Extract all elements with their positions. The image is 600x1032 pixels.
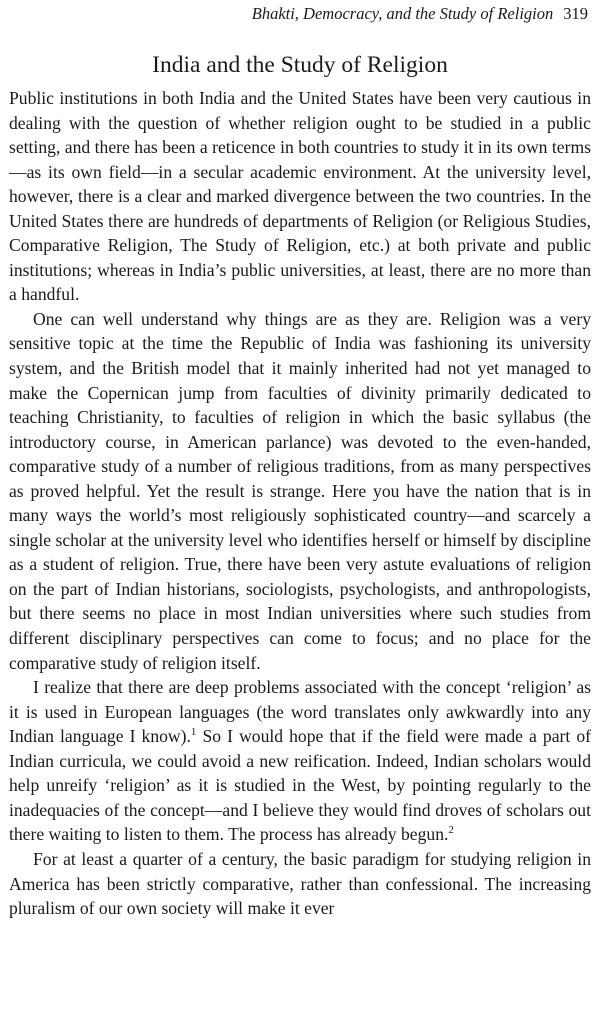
running-head (252, 4, 588, 24)
paragraph-4: For at least a quarter of a century, the basic paradigm for studying religion in America has been strictly comparative, rather than confessional. The increasing pluralism of our own society will make it ever (9, 848, 591, 919)
paragraph-3 (9, 675, 591, 847)
running-head-title: Bhakti, Democracy, and the Study of Religion (251, 4, 554, 23)
paragraph-3-text-b: So I would hope that if the field were made a part of Indian curricula, we could avoid a new reification. Indeed, Indian scholars would help unreify ‘religion’ as it is studied in the West, by pointing regularly to the inadequacies of the concept—and I believe they would find droves of scholars out there waiting to listen to them. The process has already begun. (9, 726, 591, 845)
footnote-ref-2[interactable]: 2 (448, 824, 454, 837)
footnote-ref-1[interactable]: 1 (190, 726, 197, 739)
paragraph-3-text-a: I realize that there are deep problems associated with the concept ‘religion’ as it is used in European languages (the word translates only awkwardly into any Indian language I know). (9, 677, 591, 747)
section-title: India and the Study of Religion (152, 52, 448, 78)
body-text (9, 86, 591, 921)
paragraph-2: One can well understand why things are as they are. Religion was a very sensitive topic at the time the Republic of India was fashioning its university system, and the British model that it mainly inherited had not yet managed to make the Copernican jump from faculties of divinity primarily dedicated to teaching Christianity, to faculties of religion in which the basic syllabus (the introductory course, in American parlance) was devoted to the even-handed, comparative study of a number of religious traditions, from as many perspectives as proved helpful. Yet the result is strange. Here you have the nation that is in many ways the world’s most religiously sophisticated country—and scarcely a single scholar at the university level who identifies herself or himself by discipline as a student of religion. True, there have been very astute evaluations of religion on the part of Indian historians, sociologists, psychologists, and anthropologists, but there seems no place in most Indian universities where such studies from different disciplinary perspectives can come to focus; and no place for the comparative study of religion itself. (9, 308, 591, 673)
page-number: 319 (563, 4, 588, 23)
paragraph-1: Public institutions in both India and the United States have been very cautious in dealing with the question of whether religion ought to be studied in a public setting, and there has been a reticence in both countries to study it in its own terms—as its own field—in a secular academic environment. At the university level, however, there is a clear and marked divergence between the two countries. In the United States there are hundreds of departments of Religion (or Religious Studies, Comparative Religion, The Study of Religion, etc.) at both private and public institutions; whereas in India’s public universities, at least, there are no more than a handful. (9, 88, 591, 305)
